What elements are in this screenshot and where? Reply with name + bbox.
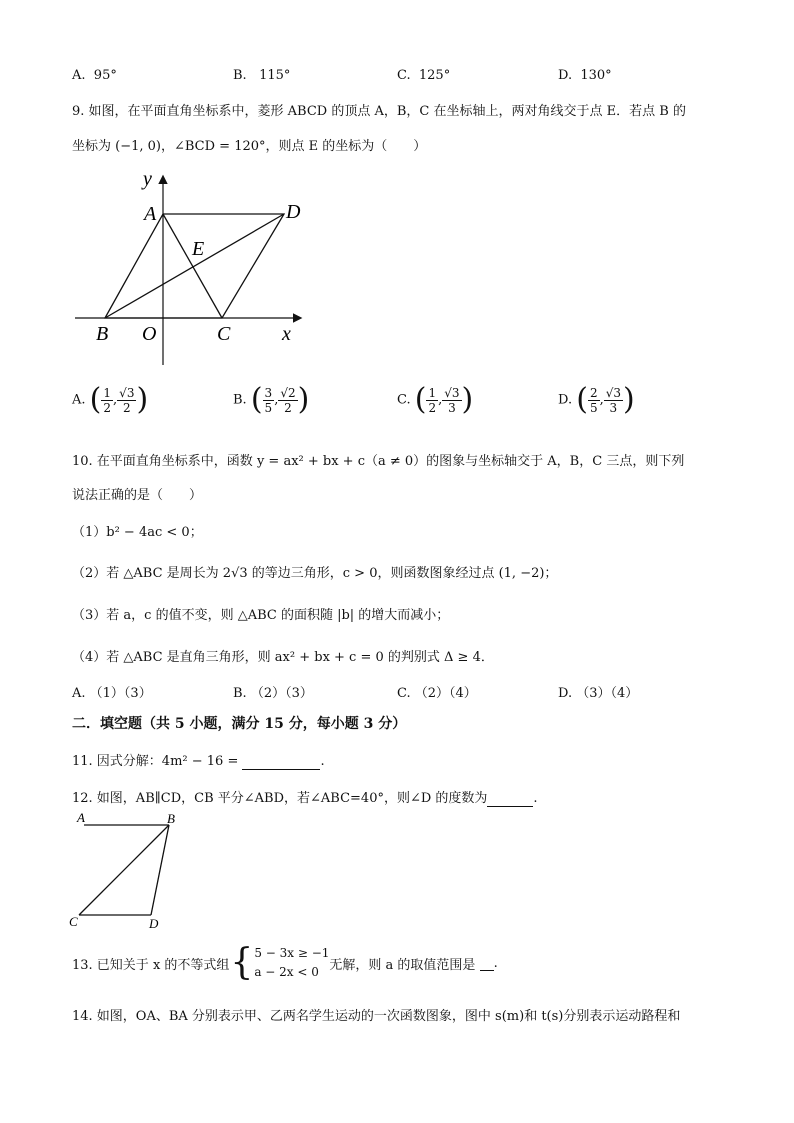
- label-b: B: [167, 811, 175, 826]
- q12-answer-blank[interactable]: [487, 791, 533, 807]
- label-e: E: [192, 238, 205, 260]
- label-a: A: [144, 203, 157, 225]
- q11: 11. 因式分解：4m² − 16 = .: [72, 754, 325, 769]
- q14-stem: 14. 如图，OA、BA 分别表示甲、乙两名学生运动的一次函数图象，图中 s(m)和 t(s)分别表示运动路程和: [72, 1009, 681, 1024]
- diagonal-ac: [163, 214, 222, 318]
- label-c: C: [217, 323, 231, 345]
- q8-option-c: C. 125°: [397, 68, 451, 83]
- q10-statement-4: （4）若 △ABC 是直角三角形，则 ax² + bx + c = 0 的判别式 Δ ≥ 4．: [72, 650, 494, 665]
- q8-option-a: A. 95°: [72, 68, 117, 83]
- q9-stem-line2: 坐标为 (−1, 0)，∠BCD = 120°，则点 E 的坐标为（ ）: [72, 139, 427, 154]
- q10-statement-1: （1）b² − 4ac < 0；: [72, 525, 203, 540]
- segment-bc: [79, 825, 169, 915]
- label-x: x: [282, 323, 291, 345]
- label-y: y: [143, 168, 152, 190]
- q12-figure: [66, 808, 196, 936]
- q13: 13. 已知关于 x 的不等式组 { 5 − 3x ≥ −1 a − 2x < 0 无解，则 a 的取值范围是 .: [72, 942, 498, 983]
- q11-answer-blank[interactable]: [242, 754, 320, 770]
- q9-option-a: A. ( $\frac{1}{2}$ , $\frac{√3}{2}$ ): [72, 382, 149, 417]
- q9-rhombus-figure: [70, 165, 310, 370]
- q10-statement-2: （2）若 △ABC 是周长为 2√3 的等边三角形，c > 0，则函数图象经过点 (1, −2)；: [72, 566, 558, 581]
- section-heading-fill-in: 二．填空题（共 5 小题，满分 15 分，每小题 3 分）: [72, 716, 407, 732]
- q10-stem-line1: 10. 在平面直角坐标系中，函数 y = ax² + bx + c（a ≠ 0）的图象与坐标轴交于 A，B，C 三点，则下列: [72, 454, 685, 469]
- q10-option-b: B. （2）（3）: [233, 686, 313, 701]
- q10-option-a: A. （1）（3）: [72, 686, 152, 701]
- segment-bd: [151, 825, 169, 915]
- label-c: C: [69, 914, 78, 929]
- q12: 12. 如图，AB∥CD，CB 平分∠ABD，若∠ABC=40°，则∠D 的度数为 .: [72, 791, 538, 806]
- label-d: D: [149, 916, 159, 931]
- q10-option-c: C. （2）（4）: [397, 686, 477, 701]
- label-a: A: [77, 810, 85, 825]
- q10-option-d: D. （3）（4）: [558, 686, 639, 701]
- q9-option-b: B. ( $\frac{3}{5}$ , $\frac{√2}{2}$ ): [233, 382, 310, 417]
- q8-option-b: B. 115°: [233, 68, 291, 83]
- label-b: B: [96, 323, 109, 345]
- q8-option-d: D. 130°: [558, 68, 612, 83]
- q13-inequality-1: 5 − 3x ≥ −1: [254, 946, 330, 960]
- q9-option-c: C. ( $\frac{1}{2}$ , $\frac{√3}{3}$ ): [397, 382, 474, 417]
- label-o: O: [142, 323, 157, 345]
- label-d: D: [286, 201, 301, 223]
- q13-answer-blank[interactable]: [480, 955, 494, 971]
- q10-stem-line2: 说法正确的是（ ）: [72, 488, 203, 503]
- diagonal-bd: [105, 214, 284, 318]
- q9-option-d: D. ( $\frac{2}{5}$ , $\frac{√3}{3}$ ): [558, 382, 635, 417]
- q13-inequality-2: a − 2x < 0: [254, 965, 319, 979]
- q10-statement-3: （3）若 a，c 的值不变，则 △ABC 的面积随 |b| 的增大而减小；: [72, 608, 450, 623]
- q9-stem-line1: 9. 如图，在平面直角坐标系中，菱形 ABCD 的顶点 A，B，C 在坐标轴上，两对角线交于点 E．若点 B 的: [72, 104, 686, 119]
